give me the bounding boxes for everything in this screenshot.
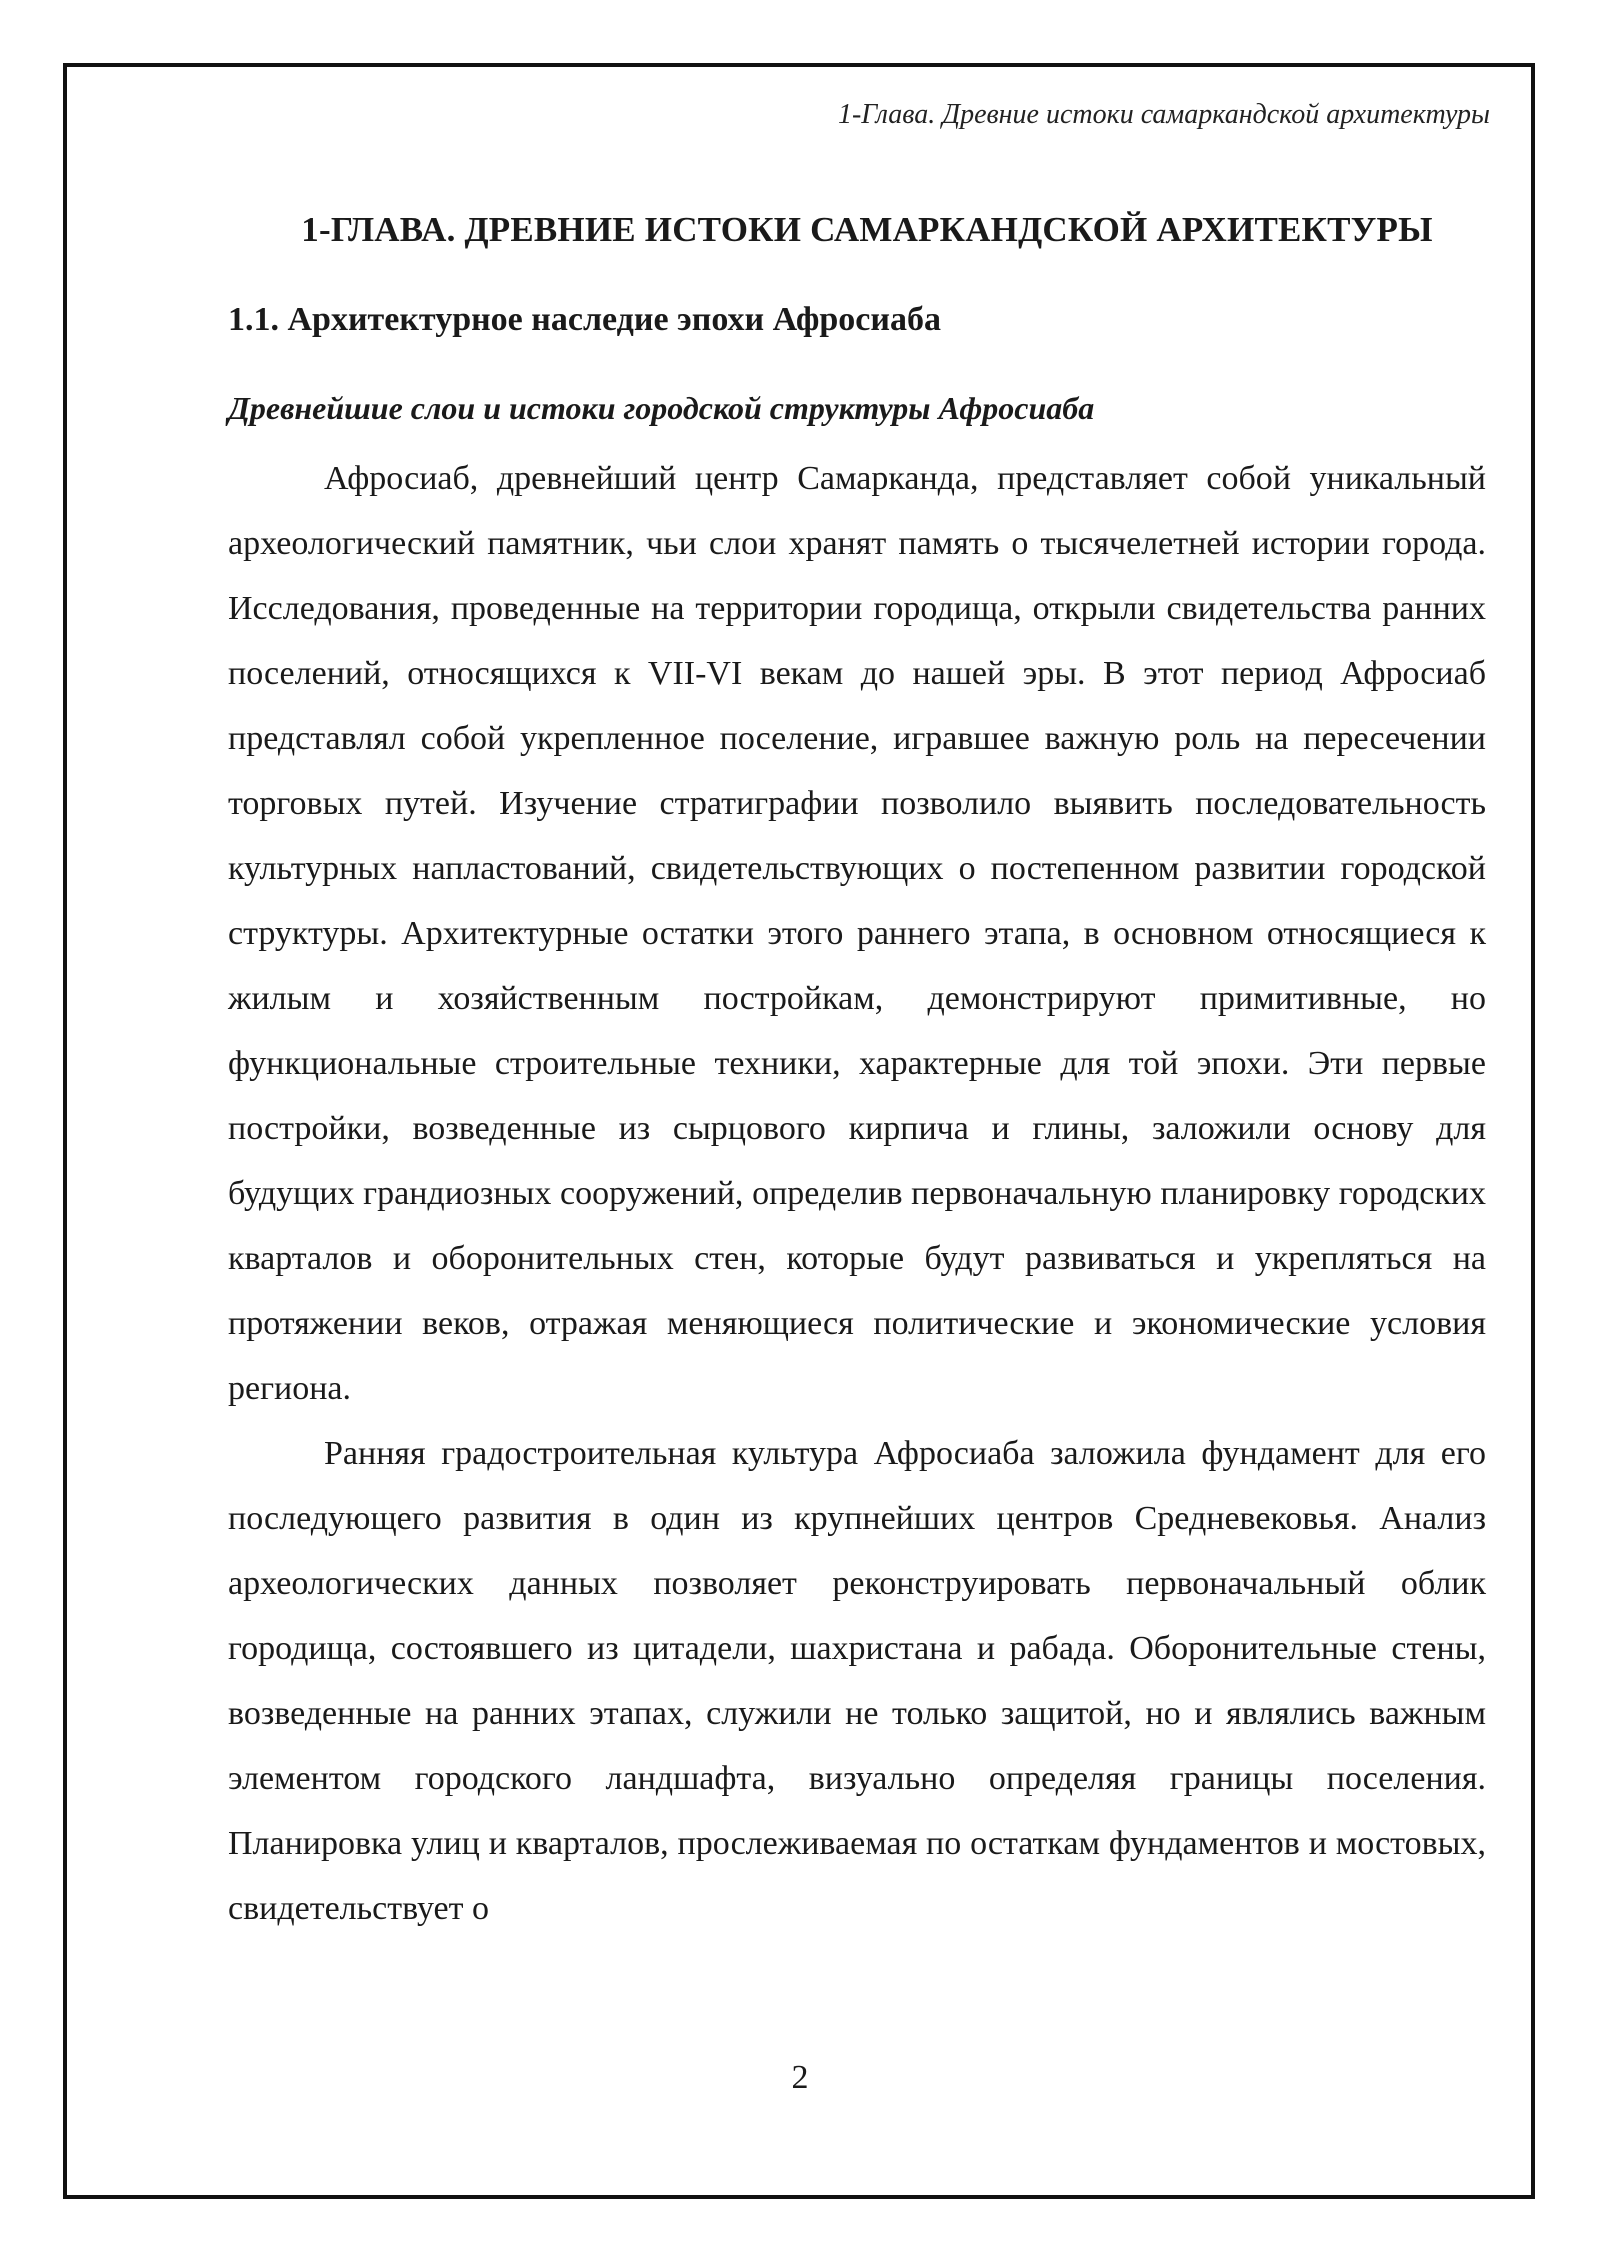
subsection-title: Древнейшие слои и истоки городской структуры Афросиаба <box>228 390 1095 426</box>
body-paragraph-2: Ранняя градостроительная культура Афросиаба заложила фундамент для его последующего развития в один из крупнейших центров Средневековья. Анализ археологических данных позволяет реконструировать первоначальный облик городища, состоявшего из цитадели, шахристана и рабада. Оборонительные стены, возведенные на ранних этапах, служили не только защитой, но и являлись важным элементом городского ландшафта, визуально определяя границы поселения. Планировка улиц и кварталов, прослеживаемая по остаткам фундаментов и мостовых, свидетельствует о <box>228 1435 1486 1927</box>
page-content <box>228 205 1486 1941</box>
running-header: 1-Глава. Древние истоки самаркандской архитектуры <box>837 99 1490 130</box>
chapter-title: 1-ГЛАВА. ДРЕВНИЕ ИСТОКИ САМАРКАНДСКОЙ АРХИТЕКТУРЫ <box>301 210 1433 249</box>
page-number: 2 <box>791 2059 809 2096</box>
section-title: 1.1. Архитектурное наследие эпохи Афросиаба <box>228 301 941 338</box>
body-paragraph-1: Афросиаб, древнейший центр Самарканда, представляет собой уникальный археологический памятник, чьи слои хранят память о тысячелетней истории города. Исследования, проведенные на территории городища, открыли свидетельства ранних поселений, относящихся к VII-VI векам до нашей эры. В этот период Афросиаб представлял собой укрепленное поселение, игравшее важную роль на пересечении торговых путей. Изучение стратиграфии позволило выявить последовательность культурных напластований, свидетельствующих о постепенном развитии городской структуры. Архитектурные остатки этого раннего этапа, в основном относящиеся к жилым и хозяйственным постройкам, демонстрируют примитивные, но функциональные строительные техники, характерные для той эпохи. Эти первые постройки, возведенные из сырцового кирпича и глины, заложили основу для будущих грандиозных сооружений, определив первоначальную планировку городских кварталов и оборонительных стен, которые будут развиваться и укрепляться на протяжении веков, отражая меняющиеся политические и экономические условия региона. <box>228 460 1486 1407</box>
